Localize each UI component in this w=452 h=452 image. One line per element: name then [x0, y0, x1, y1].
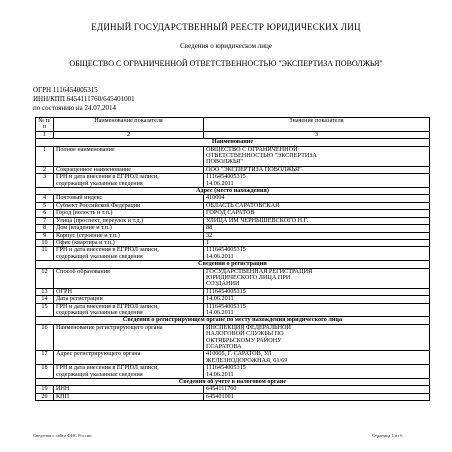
indicator-name: Наименование регистрирующего органа — [54, 324, 204, 351]
section-header-row — [36, 261, 430, 268]
row-number: 5 — [36, 202, 54, 209]
indicator-value: ОБЛАСТЬ САРАТОВСКАЯ — [204, 202, 430, 209]
indicator-value: 1116454005315 — [204, 288, 430, 295]
row-number: 14 — [36, 296, 54, 303]
indicator-name: Дата регистрации — [54, 296, 204, 303]
indicator-value: 410005, Г. САРАТОВ, УЛ ЖЕЛЕЗНОДОРОЖНАЯ, 61/69 — [204, 351, 430, 365]
date-line: по состоянию на 24.07.2014 — [33, 104, 117, 112]
indicator-name: Почтовый индекс — [54, 195, 204, 202]
row-number: 1 — [36, 146, 54, 166]
table-row — [36, 225, 430, 232]
indicator-name: Субъект Российской Федерации — [54, 202, 204, 209]
section-header-row — [36, 139, 430, 146]
indicator-name: Улица (проспект, переулок и т.д.) — [54, 217, 204, 224]
section-title: Сведения о регистрирующем органе по месту нахождения юридического лица — [36, 317, 430, 324]
row-number: 8 — [36, 225, 54, 232]
footer-page-number: Страница 1 из 6 — [372, 433, 403, 438]
indicator-value: 645401001 — [204, 393, 430, 400]
indicator-value: ГОРОД САРАТОВ — [204, 210, 430, 217]
indicator-name: ГРН и дата внесения в ЕГРЮЛ записи, содержащей указанные сведения — [54, 365, 204, 379]
row-number: 10 — [36, 239, 54, 246]
row-number: 2 — [36, 166, 54, 173]
indicator-value: 1116454005315 14.06.2011 — [204, 247, 430, 261]
indicator-value: ООО "ЭКСПЕРТИЗА ПОВОЛЖЬЯ" — [204, 166, 430, 173]
indicator-value: 6454111760 — [204, 386, 430, 393]
row-number: 19 — [36, 386, 54, 393]
column-number: 3 — [204, 131, 430, 138]
indicator-value: 1116454005315 14.06.2011 — [204, 365, 430, 379]
document-title: ЕДИНЫЙ ГОСУДАРСТВЕННЫЙ РЕЕСТР ЮРИДИЧЕСКИХ ЛИЦ — [91, 22, 361, 32]
row-number: 4 — [36, 195, 54, 202]
indicator-name: Город (волость и т.п.) — [54, 210, 204, 217]
row-number: 18 — [36, 365, 54, 379]
table-row — [36, 303, 430, 317]
table-row — [36, 393, 430, 400]
indicator-name: Офис (квартира и т.п.) — [54, 239, 204, 246]
section-title: Адрес (место нахождения) — [36, 188, 430, 195]
indicator-value: ОБЩЕСТВО С ОГРАНИЧЕННОЙ ОТВЕТСТВЕННОСТЬЮ "ЭКСПЕРТИЗА ПОВОЛЖЬЯ" — [204, 146, 430, 166]
indicator-name: ИНН — [54, 386, 204, 393]
indicator-value: 1116454005315 14.06.2011 — [204, 174, 430, 188]
indicator-name: ОГРН — [54, 288, 204, 295]
section-title: Наименование — [36, 139, 430, 146]
column-number: 1 — [36, 131, 54, 138]
table-header-row — [36, 118, 430, 132]
row-number: 13 — [36, 288, 54, 295]
table-row — [36, 268, 430, 288]
indicator-name: Адрес регистрирующего органа — [54, 351, 204, 365]
row-number: 7 — [36, 217, 54, 224]
table-row — [36, 351, 430, 365]
indicator-name: Сокращенное наименование — [54, 166, 204, 173]
inn-kpp-line: ИНН/КПП 6454111760/645401001 — [33, 95, 135, 103]
table-row — [36, 296, 430, 303]
row-number: 3 — [36, 174, 54, 188]
header-indicator-value: Значение показателя — [204, 118, 430, 132]
table-row — [36, 146, 430, 166]
indicator-value: 88 — [204, 225, 430, 232]
header-number: № п/п — [36, 118, 54, 132]
table-row — [36, 365, 430, 379]
indicator-value: УЛИЦА ИМ ЧЕРНЫШЕВСКОГО Н.Г. — [204, 217, 430, 224]
row-number: 15 — [36, 303, 54, 317]
indicator-value: 1116454005315 14.06.2011 — [204, 303, 430, 317]
row-number: 12 — [36, 268, 54, 288]
table-row — [36, 324, 430, 351]
column-number: 2 — [54, 131, 204, 138]
indicator-name: ГРН и дата внесения в ЕГРЮЛ записи, содержащей указанные сведения — [54, 247, 204, 261]
indicator-name: КПП — [54, 393, 204, 400]
document-subtitle: Сведения о юридическом лице — [180, 42, 272, 50]
indicator-value: 14.06.2011 — [204, 296, 430, 303]
row-number: 6 — [36, 210, 54, 217]
indicator-value: 32 — [204, 232, 430, 239]
row-number: 16 — [36, 324, 54, 351]
organization-name: ОБЩЕСТВО С ОГРАНИЧЕННОЙ ОТВЕТСТВЕННОСТЬЮ "ЭКСПЕРТИЗА ПОВОЛЖЬЯ" — [69, 59, 383, 68]
indicator-name: Корпус (строение и т.п.) — [54, 232, 204, 239]
indicator-value: 410004 — [204, 195, 430, 202]
row-number: 9 — [36, 232, 54, 239]
indicator-value: 1 — [204, 239, 430, 246]
ogrn-line: ОГРН 1116454005315 — [33, 86, 98, 94]
indicator-name: Полное наименование — [54, 146, 204, 166]
row-number: 17 — [36, 351, 54, 365]
indicator-name: ГРН и дата внесения в ЕГРЮЛ записи, содержащей указанные сведения — [54, 174, 204, 188]
indicator-name: ГРН и дата внесения в ЕГРЮЛ записи, содержащей указанные сведения — [54, 303, 204, 317]
indicator-value: ИНСПЕКЦИЯ ФЕДЕРАЛЬНОЙ НАЛОГОВОЙ СЛУЖБЫ ПО ОКТЯБРЬСКОМУ РАЙОНУ Г.САРАТОВА — [204, 324, 430, 351]
footer-source: Сведения с сайта ФНС России — [33, 433, 92, 438]
section-title: Сведения об учете в налоговом органе — [36, 379, 430, 386]
row-number: 20 — [36, 393, 54, 400]
table-row — [36, 174, 430, 188]
section-title: Сведения о регистрации — [36, 261, 430, 268]
row-number: 11 — [36, 247, 54, 261]
indicator-name: Дом (владение и т.п.) — [54, 225, 204, 232]
table-row — [36, 247, 430, 261]
indicator-value: ГОСУДАРСТВЕННАЯ РЕГИСТРАЦИЯ ЮРИДИЧЕСКОГО ЛИЦА ПРИ СОЗДАНИИ — [204, 268, 430, 288]
registry-table — [35, 117, 430, 401]
indicator-name: Способ образования — [54, 268, 204, 288]
header-indicator-name: Наименование показателя — [54, 118, 204, 132]
